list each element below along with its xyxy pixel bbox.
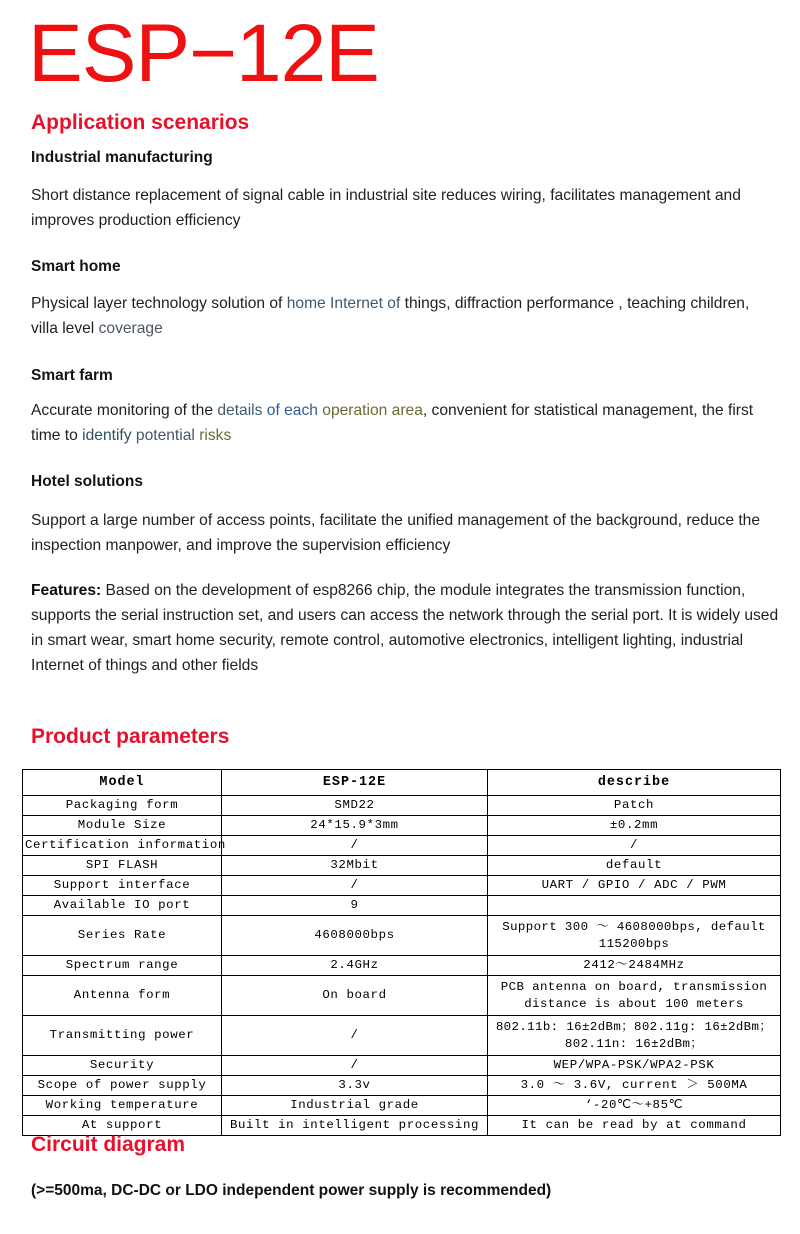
paragraph-industrial-manufacturing: Short distance replacement of signal cable in industrial site reduces wiring, facilitates management and improves production efficiency <box>31 187 741 229</box>
cell-value: / <box>222 836 488 856</box>
cell-describe: UART / GPIO / ADC / PWM <box>488 876 781 896</box>
paragraph-smart-farm <box>31 398 779 448</box>
paragraph-smart-home-tint-1: home Internet of <box>286 295 401 312</box>
cell-value: SMD22 <box>222 796 488 816</box>
cell-describe: Support 300 ～ 4608000bps, default 115200bps <box>488 916 781 956</box>
table-row <box>23 856 781 876</box>
table-row <box>23 916 781 956</box>
table-row <box>23 836 781 856</box>
cell-param: Packaging form <box>23 796 222 816</box>
cell-value: / <box>222 876 488 896</box>
cell-param: Working temperature <box>23 1096 222 1116</box>
cell-value: 24*15.9*3mm <box>222 816 488 836</box>
cell-param: Antenna form <box>23 976 222 1016</box>
paragraph-smart-farm-tint-7: risks <box>199 427 232 444</box>
cell-value: Industrial grade <box>222 1096 488 1116</box>
cell-param: Security <box>23 1056 222 1076</box>
paragraph-smart-farm-tint-1: details <box>217 402 263 419</box>
paragraph-smart-farm-tint-4: area <box>391 402 423 419</box>
cell-describe: ‘-20℃～+85℃ <box>488 1096 781 1116</box>
paragraph-smart-farm-tint-6: potential <box>135 427 195 444</box>
paragraph-smart-home-text-1: Physical layer technology solution of <box>31 295 287 312</box>
table-row <box>23 1016 781 1056</box>
cell-describe: default <box>488 856 781 876</box>
cell-value: 4608000bps <box>222 916 488 956</box>
cell-describe: ±0.2mm <box>488 816 781 836</box>
table-row <box>23 896 781 916</box>
section-heading-application-scenarios: Application scenarios <box>31 111 250 134</box>
circuit-diagram-note: (>=500ma, DC-DC or LDO independent power supply is recommended) <box>31 1182 552 1199</box>
section-heading-circuit-diagram: Circuit diagram <box>31 1133 186 1156</box>
paragraph-smart-home-tint-2: coverage <box>98 320 163 337</box>
paragraph-smart-farm-text-1: Accurate monitoring of the <box>31 402 218 419</box>
features-label: Features: <box>31 582 102 599</box>
cell-param: Scope of power supply <box>23 1076 222 1096</box>
paragraph-hotel-solutions: Support a large number of access points, facilitate the unified management of the background, reduce the inspection manpower, and improve the supervision efficiency <box>31 512 761 554</box>
paragraph-smart-home-text-2: things, diffraction performance , teaching children, villa level <box>31 295 750 337</box>
cell-value: / <box>222 1056 488 1076</box>
section-heading-product-parameters: Product parameters <box>31 725 230 748</box>
cell-describe: 2412～2484MHz <box>488 956 781 976</box>
table-header-value: ESP-12E <box>222 770 488 796</box>
cell-param: SPI FLASH <box>23 856 222 876</box>
cell-describe: 802.11b: 16±2dBm；802.11g: 16±2dBm；802.11n: 16±2dBm； <box>488 1016 781 1056</box>
table-row <box>23 976 781 1016</box>
cell-value: 32Mbit <box>222 856 488 876</box>
table-row <box>23 1096 781 1116</box>
product-title: ESP−12E <box>28 8 379 99</box>
table-header-describe: describe <box>488 770 781 796</box>
table-header-row <box>23 770 781 796</box>
subsection-heading-hotel-solutions: Hotel solutions <box>31 473 143 490</box>
paragraph-smart-farm-text-5: , convenient for statistical management, the first time to <box>31 402 754 444</box>
cell-describe: / <box>488 836 781 856</box>
cell-param: Transmitting power <box>23 1016 222 1056</box>
table-row <box>23 816 781 836</box>
cell-value: 2.4GHz <box>222 956 488 976</box>
cell-value: Built in intelligent processing <box>222 1116 488 1136</box>
paragraph-smart-home <box>31 291 779 341</box>
cell-value: / <box>222 1016 488 1056</box>
subsection-heading-industrial-manufacturing: Industrial manufacturing <box>31 149 213 166</box>
cell-param: Available IO port <box>23 896 222 916</box>
cell-describe <box>488 896 781 916</box>
cell-param-text: Certification information <box>25 838 226 852</box>
paragraph-smart-farm-tint-5: identify <box>82 427 132 444</box>
cell-param: Support interface <box>23 876 222 896</box>
features-body: Based on the development of esp8266 chip, the module integrates the transmission function, supports the serial instruction set, and users can access the network through the serial port. It is widely used in smart wear, smart home security, remote control, automotive electronics, intelligent lighting, industrial Internet of things and other fields <box>31 582 779 674</box>
cell-param: At support <box>23 1116 222 1136</box>
cell-describe: 3.0 ～ 3.6V, current ＞ 500MA <box>488 1076 781 1096</box>
table-body <box>23 796 781 1136</box>
table-row <box>23 876 781 896</box>
table-row <box>23 1056 781 1076</box>
product-parameters-table <box>22 769 781 1136</box>
cell-describe: PCB antenna on board, transmission distance is about 100 meters <box>488 976 781 1016</box>
table-row <box>23 956 781 976</box>
cell-describe: Patch <box>488 796 781 816</box>
cell-describe: It can be read by at command <box>488 1116 781 1136</box>
paragraph-smart-farm-tint-2: of each <box>266 402 318 419</box>
paragraph-features <box>31 578 779 678</box>
cell-param: Module Size <box>23 816 222 836</box>
table-row <box>23 1076 781 1096</box>
table-row <box>23 796 781 816</box>
cell-value: 3.3v <box>222 1076 488 1096</box>
subsection-heading-smart-home: Smart home <box>31 258 121 275</box>
cell-describe: WEP/WPA-PSK/WPA2-PSK <box>488 1056 781 1076</box>
table-header-model: Model <box>23 770 222 796</box>
subsection-heading-smart-farm: Smart farm <box>31 367 113 384</box>
cell-param <box>23 836 226 856</box>
cell-param: Spectrum range <box>23 956 222 976</box>
cell-param: Series Rate <box>23 916 222 956</box>
cell-value: On board <box>222 976 488 1016</box>
cell-value: 9 <box>222 896 488 916</box>
paragraph-smart-farm-tint-3: operation <box>322 402 388 419</box>
